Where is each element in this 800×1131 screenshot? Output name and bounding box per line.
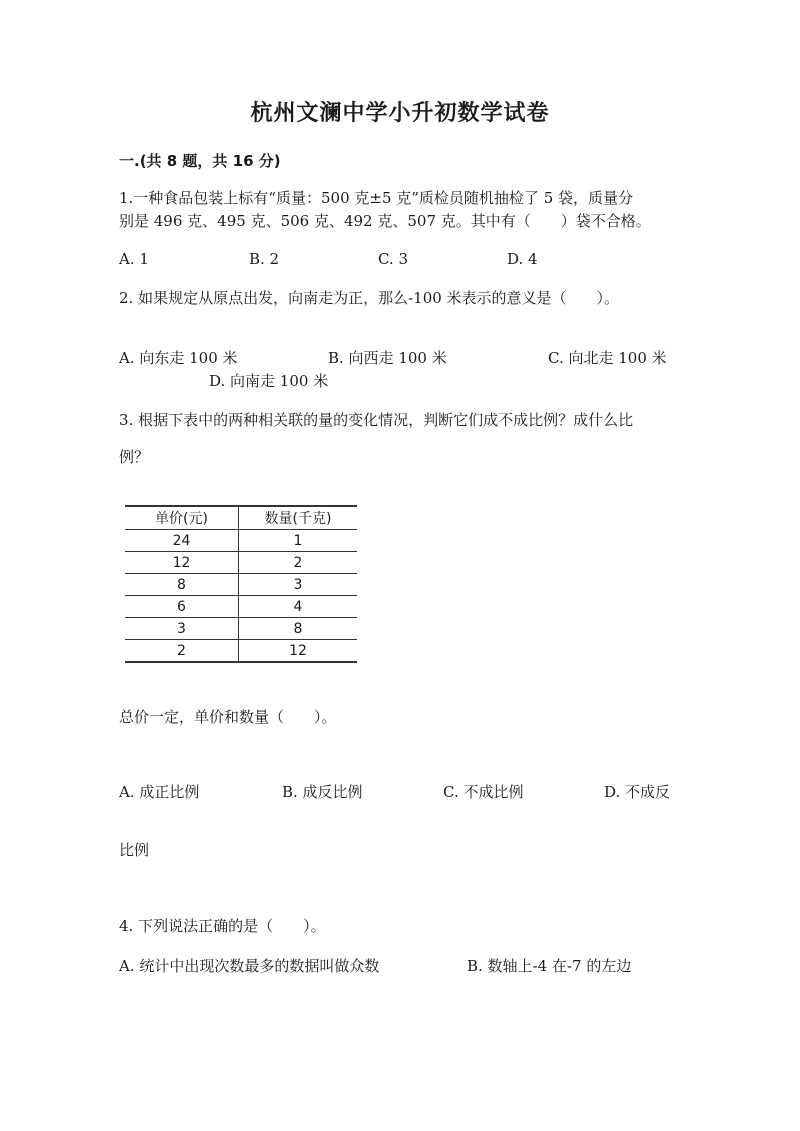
question-3-option-a: A. 成正比例 <box>119 783 200 801</box>
table-cell: 2 <box>239 552 358 574</box>
question-2-option-c: C. 向北走 100 米 <box>548 349 667 367</box>
question-2-option-a: A. 向东走 100 米 <box>119 349 238 367</box>
question-2-option-d: D. 向南走 100 米 <box>209 372 329 390</box>
table-cell: 2 <box>125 640 239 663</box>
question-3-option-b: B. 成反比例 <box>282 783 363 801</box>
question-3-option-d-wrap: 比例 <box>119 841 150 859</box>
question-2-option-b: B. 向西走 100 米 <box>328 349 447 367</box>
table-cell: 8 <box>125 574 239 596</box>
question-2-text: 2. 如果规定从原点出发，向南走为正，那么-100 米表示的意义是（ ）。 <box>119 289 620 307</box>
table-cell: 12 <box>125 552 239 574</box>
question-3-option-c: C. 不成比例 <box>443 783 524 801</box>
table-cell: 8 <box>239 618 358 640</box>
question-4-option-b: B. 数轴上-4 在-7 的左边 <box>467 957 632 975</box>
table-cell: 3 <box>239 574 358 596</box>
question-3-statement: 总价一定，单价和数量（ ）。 <box>119 708 337 726</box>
question-1-option-c: C. 3 <box>378 250 409 268</box>
table-cell: 24 <box>125 530 239 552</box>
table-header-row <box>125 506 357 530</box>
question-1-option-d: D. 4 <box>507 250 538 268</box>
table-cell: 1 <box>239 530 358 552</box>
question-4-text: 4. 下列说法正确的是（ ）。 <box>119 917 326 935</box>
table-row <box>125 574 357 596</box>
table-cell: 12 <box>239 640 358 663</box>
question-3-line-2: 例？ <box>119 448 150 466</box>
question-3-line-1: 3. 根据下表中的两种相关联的量的变化情况，判断它们成不成比例？成什么比 <box>119 411 634 429</box>
table-row <box>125 640 357 663</box>
question-3-option-d: D. 不成反 <box>604 783 671 801</box>
table-row <box>125 530 357 552</box>
table-row <box>125 552 357 574</box>
table-row <box>125 596 357 618</box>
table-cell: 6 <box>125 596 239 618</box>
question-4-option-a: A. 统计中出现次数最多的数据叫做众数 <box>119 957 380 975</box>
question-1-line-2: 别是 496 克、495 克、506 克、492 克、507 克。其中有（ ）袋不合格。 <box>119 212 651 230</box>
price-quantity-table <box>125 505 357 663</box>
table-header-quantity: 数量(千克) <box>239 506 358 530</box>
question-1-line-1: 1.一种食品包装上标有“质量：500 克±5 克”质检员随机抽检了 5 袋，质量分 <box>119 189 634 207</box>
question-1-option-a: A. 1 <box>119 250 149 268</box>
table-cell: 3 <box>125 618 239 640</box>
table-row <box>125 618 357 640</box>
question-1-option-b: B. 2 <box>249 250 280 268</box>
page-title: 杭州文澜中学小升初数学试卷 <box>250 100 550 126</box>
section-heading: 一.(共 8 题，共 16 分) <box>119 152 281 170</box>
table-cell: 4 <box>239 596 358 618</box>
table-header-unit-price: 单价(元) <box>125 506 239 530</box>
